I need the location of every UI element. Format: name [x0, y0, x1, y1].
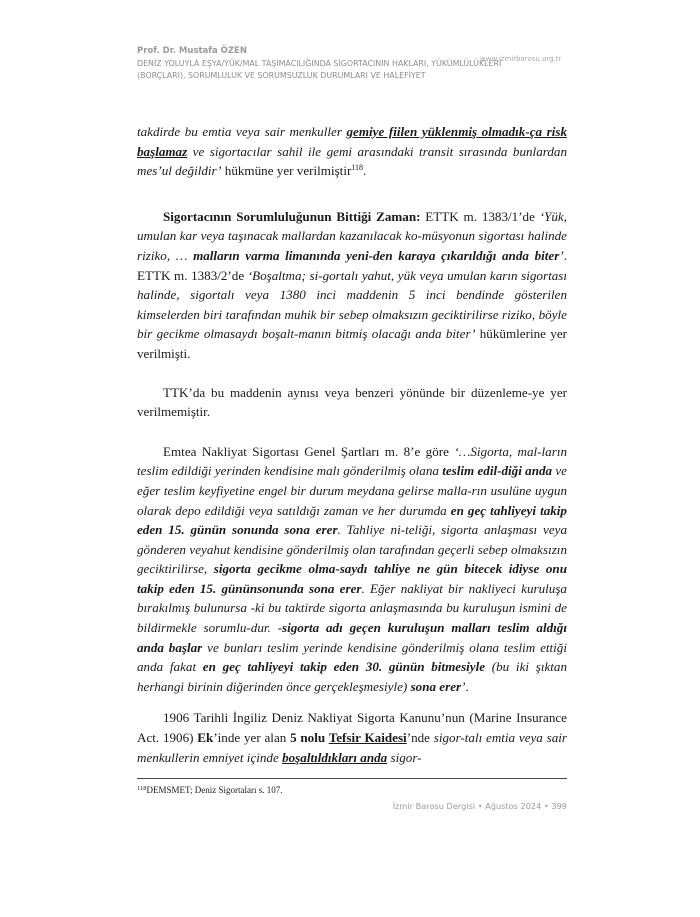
- p2-text-3: hükümlerine yer verilmişti.: [137, 326, 567, 361]
- p2-text-1: ETTK m. 1383/1’de: [420, 208, 540, 224]
- p4-quote-2: ve eğer teslim keyfiyetine engel bir durum meydana gelirse malla-rın usulüne uygun olarak depo edildiği veya satıldığı zaman ve her durumda: [137, 463, 567, 518]
- p2-emphasis: malların varma limanında yeni-den karaya çıkarıldığı anda biter: [193, 247, 560, 263]
- p4-quote-3: . Tahliye ni-teliği, sigorta anlaşması veya gönderen veyahut kendisine gönderilmiş olan tarafından geçerli sebep olmaksızın geciktirilirse,: [137, 522, 567, 577]
- p5-text-2: ’inde yer alan: [213, 730, 291, 746]
- p5-tefsir-kaidesi: Tefsir Kaidesi: [328, 730, 407, 746]
- p4-emphasis-1: teslim edil-diği anda: [442, 463, 553, 479]
- footnote-118: [137, 784, 283, 797]
- paragraph-1: [137, 122, 567, 181]
- paragraph-3: TTK’da bu maddenin aynısı veya benzeri yönünde bir düzenleme-ye yer verilmemiştir.: [137, 384, 567, 420]
- p4-quote-5: ve bunları teslim yerinde kendisine gönderilmiş olana teslim ettiği anda fakat: [137, 639, 567, 675]
- footnote-divider: [137, 778, 567, 779]
- p2-quote-end: ’: [559, 247, 564, 263]
- p2-text-2: . ETTK m. 1383/2’de: [137, 247, 567, 283]
- p5-text-1: 1906 Tarihli İngiliz Deniz Nakliyat Sigorta Kanunu’nun (Marine Insurance Act. 1906): [137, 710, 567, 746]
- p4-emphasis-6: sona erer: [410, 678, 462, 694]
- p1-text-2: ve sigortacılar sahil ile gemi arasındaki transit sırasında bunlardan mes’ul değildir’: [137, 143, 567, 179]
- p4-quote-4: . Eğer nakliyat bir nakliyeci kuruluşa bırakılmış bulunursa -ki bu taktirde sigorta anlaşmasında bu kuruluşun ismini de bildirmekle sorumlu-dur. -: [137, 580, 567, 636]
- p4-emphasis-2: en geç tahliyeyi takip eden 15. günün sonunda sona erer: [137, 502, 567, 538]
- p4-text-1: Emtea Nakliyat Sigortası Genel Şartları m. 8’e göre: [163, 443, 455, 459]
- paragraph-2: [137, 207, 567, 364]
- article-body: [137, 122, 567, 767]
- section-heading-sigortacinin-sorumlulugu: Sigortacının Sorumluluğunun Bittiği Zaman:: [163, 208, 421, 224]
- p5-ek: Ek: [197, 730, 214, 746]
- header-author: Prof. Dr. Mustafa ÖZEN: [137, 46, 247, 56]
- p4-quote-6: (bu iki şıktan herhangi birinin diğerinden önce gerçekleşmesiyle): [137, 659, 568, 694]
- p4-text-end: .: [465, 678, 469, 694]
- p1-text-4: .: [363, 163, 367, 179]
- paragraph-4: [137, 442, 567, 697]
- paragraph-5: [137, 708, 567, 767]
- footnote-text: DEMSMET; Deniz Sigortaları s. 107.: [146, 785, 283, 795]
- p4-emphasis-5: en geç tahliyeyi takip eden 30. günün bitmesiyle: [202, 659, 486, 675]
- header-url[interactable]: www.izmirbarosu.org.tr: [480, 55, 562, 63]
- p5-quote-1: sigor-talı emtia veya sair menkullerin emniyet içinde: [137, 730, 568, 765]
- p2-quote-1: ‘Yük, umulan kar veya taşınacak mallardan kazanılacak ko-müsyonun sigortası halinde riziko, …: [137, 208, 568, 263]
- p1-emphasis: gemiye fiilen yüklenmiş olmadık-ça risk başlamaz: [137, 124, 567, 159]
- p5-quote-2: sigor-: [387, 749, 422, 765]
- p1-text-3: hükmüne yer verilmiştir: [221, 163, 352, 179]
- p4-quote-1: ‘…Sigorta, mal-ların teslim edildiği yerinden kendisine malı gönderilmiş olana: [137, 443, 568, 479]
- p2-quote-2: ‘Boşaltma; si-gortalı yahut, yük veya umulan karın sigortası halinde, sigortalı veya 1380 inci maddenin 5 inci bendinde gösterilen kimselerden biri tarafından muhik bir sebep olmaksızın geciktirilirse riziko, böyle bir gecikme olmasaydı boşalt-manın bitmiş olacağı anda biter’: [137, 267, 567, 342]
- p5-rule-number: 5 nolu: [290, 730, 329, 746]
- p5-emphasis: boşaltıldıkları anda: [282, 749, 388, 765]
- page-footer: İzmir Barosu Dergisi • Ağustos 2024 • 399: [392, 801, 567, 811]
- p5-text-3: ’nde: [406, 730, 434, 746]
- p4-emphasis-3: sigorta gecikme olma-saydı tahliye ne gün bitecek idiyse onu takip eden 15. gününsonunda sona erer: [137, 561, 567, 596]
- footnote-number: 118: [137, 785, 147, 792]
- p1-text-1: takdirde bu emtia veya sair menkuller: [137, 124, 347, 139]
- p4-quote-end: ’: [461, 678, 466, 694]
- header-title: DENİZ YOLUYLA EŞYA/YÜK/MAL TAŞIMACILIĞINDA SİGORTACININ HAKLARI, YÜKÜMLÜLÜKLERİ (BORÇLARI), SORUMLULUK VE SORUMSUZLUK DURUMLARI VE HALEFİYET: [137, 59, 502, 80]
- footnote-ref-118[interactable]: 118: [351, 163, 364, 173]
- p4-emphasis-4: sigorta adı geçen kuruluşun malları teslim aldığı anda başlar: [137, 620, 567, 655]
